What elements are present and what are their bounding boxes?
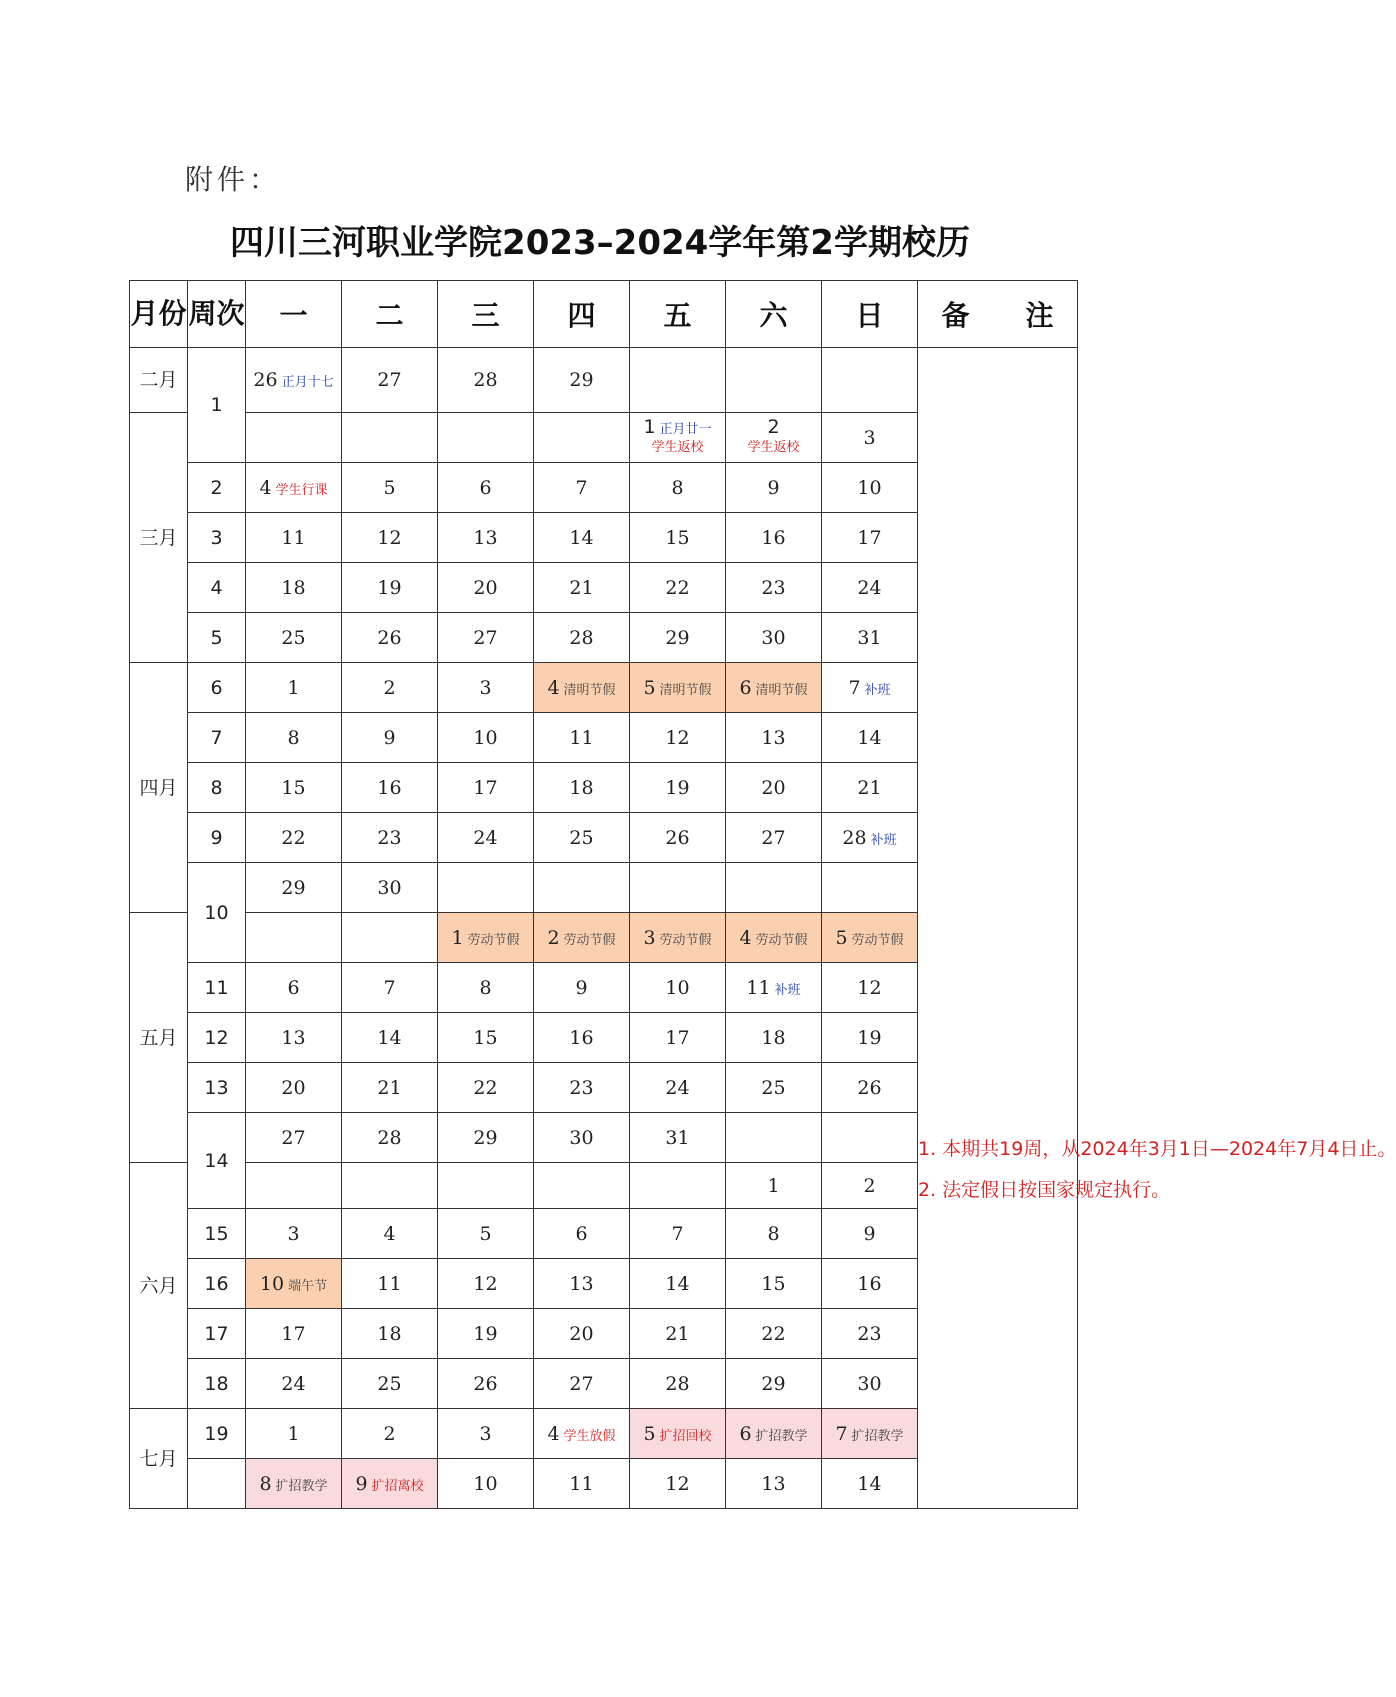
day-cell: 17 <box>246 1309 342 1359</box>
day-cell: 17 <box>438 763 534 813</box>
day-cell <box>630 413 726 463</box>
week-cell: 5 <box>188 613 246 663</box>
week-cell: 8 <box>188 763 246 813</box>
day-cell <box>630 863 726 913</box>
day-note: 学生返校 <box>747 440 800 455</box>
day-note: 劳动节假 <box>755 932 808 948</box>
day-number: 8 <box>259 1472 272 1495</box>
day-note: 劳动节假 <box>563 932 616 948</box>
day-cell: 24 <box>630 1063 726 1113</box>
day-cell: 11 <box>342 1259 438 1309</box>
day-cell: 27 <box>246 1113 342 1163</box>
day-number: 3 <box>643 926 656 949</box>
day-cell: 24 <box>438 813 534 863</box>
day-cell: 14 <box>822 713 918 763</box>
header-remarks: 备 注 <box>918 281 1078 348</box>
day-number: 5 <box>835 926 848 949</box>
day-cell: 12 <box>438 1259 534 1309</box>
day-note: 扩招离校 <box>371 1478 424 1494</box>
day-cell <box>630 1409 726 1459</box>
week-cell: 13 <box>188 1063 246 1113</box>
week-cell: 4 <box>188 563 246 613</box>
day-cell: 19 <box>342 563 438 613</box>
day-cell: 27 <box>342 348 438 413</box>
day-cell: 13 <box>438 513 534 563</box>
day-cell <box>630 348 726 413</box>
day-cell: 18 <box>342 1309 438 1359</box>
day-cell: 30 <box>534 1113 630 1163</box>
day-cell: 6 <box>246 963 342 1013</box>
day-cell: 13 <box>726 713 822 763</box>
day-cell: 26 <box>438 1359 534 1409</box>
header-day: 六 <box>726 281 822 348</box>
day-cell: 11 <box>534 1459 630 1509</box>
day-cell <box>438 1163 534 1209</box>
day-cell <box>630 663 726 713</box>
day-cell: 21 <box>822 763 918 813</box>
header-day: 日 <box>822 281 918 348</box>
day-cell: 3 <box>438 663 534 713</box>
day-cell: 5 <box>342 463 438 513</box>
day-cell: 8 <box>246 713 342 763</box>
day-cell <box>726 1113 822 1163</box>
day-cell: 12 <box>630 713 726 763</box>
day-cell: 9 <box>822 1209 918 1259</box>
day-cell: 25 <box>534 813 630 863</box>
week-cell: 6 <box>188 663 246 713</box>
day-cell: 28 <box>438 348 534 413</box>
month-cell: 三月 <box>130 413 188 663</box>
day-cell: 8 <box>726 1209 822 1259</box>
day-cell: 23 <box>726 563 822 613</box>
day-cell: 2 <box>822 1163 918 1209</box>
day-cell: 14 <box>630 1259 726 1309</box>
day-cell <box>438 413 534 463</box>
day-cell: 25 <box>726 1063 822 1113</box>
day-cell: 17 <box>630 1013 726 1063</box>
day-cell <box>726 413 822 463</box>
day-cell: 19 <box>822 1013 918 1063</box>
day-cell: 22 <box>630 563 726 613</box>
day-cell: 25 <box>246 613 342 663</box>
day-cell <box>534 913 630 963</box>
week-cell: 9 <box>188 813 246 863</box>
day-note: 清明节假 <box>659 682 712 698</box>
day-cell: 10 <box>822 463 918 513</box>
day-cell: 9 <box>534 963 630 1013</box>
day-cell: 1 <box>726 1163 822 1209</box>
week-cell: 12 <box>188 1013 246 1063</box>
day-cell: 21 <box>342 1063 438 1113</box>
day-number: 7 <box>835 1422 848 1445</box>
day-cell: 23 <box>534 1063 630 1113</box>
day-note: 扩招回校 <box>659 1428 712 1444</box>
day-cell <box>246 413 342 463</box>
day-cell: 21 <box>534 563 630 613</box>
header-month: 月份 <box>130 281 188 348</box>
remark-item: 1. 本期共19周，从2024年3月1日—2024年7月4日止。 <box>918 1138 1396 1160</box>
day-cell: 3 <box>438 1409 534 1459</box>
day-cell <box>342 913 438 963</box>
day-cell: 21 <box>630 1309 726 1359</box>
day-note: 清明节假 <box>563 682 616 698</box>
day-cell: 24 <box>246 1359 342 1409</box>
day-cell <box>246 1459 342 1509</box>
day-cell: 17 <box>822 513 918 563</box>
remark-item: 2. 法定假日按国家规定执行。 <box>918 1179 1171 1201</box>
week-cell: 14 <box>188 1113 246 1209</box>
day-note: 补班 <box>864 682 891 698</box>
day-number: 7 <box>848 676 861 699</box>
day-cell: 18 <box>246 563 342 613</box>
day-cell <box>726 1409 822 1459</box>
day-cell: 23 <box>822 1309 918 1359</box>
day-cell: 20 <box>438 563 534 613</box>
day-cell <box>342 1163 438 1209</box>
day-cell <box>726 348 822 413</box>
day-note: 补班 <box>774 982 801 998</box>
school-calendar-table <box>129 280 1396 1509</box>
day-cell: 14 <box>534 513 630 563</box>
day-note: 正月廿一 <box>659 422 712 437</box>
day-number: 28 <box>842 826 867 849</box>
header-week: 周次 <box>188 281 246 348</box>
day-cell: 7 <box>342 963 438 1013</box>
day-cell <box>630 1163 726 1209</box>
day-number: 4 <box>547 1422 560 1445</box>
day-cell: 11 <box>534 713 630 763</box>
day-cell <box>822 663 918 713</box>
day-cell <box>726 663 822 713</box>
week-cell: 10 <box>188 863 246 963</box>
day-cell <box>534 413 630 463</box>
day-cell: 26 <box>630 813 726 863</box>
day-cell: 30 <box>822 1359 918 1409</box>
day-cell: 2 <box>342 663 438 713</box>
day-cell: 30 <box>342 863 438 913</box>
day-cell <box>726 863 822 913</box>
day-cell <box>438 863 534 913</box>
day-note: 扩招教学 <box>851 1428 904 1444</box>
day-cell <box>822 863 918 913</box>
header-day: 三 <box>438 281 534 348</box>
day-cell: 12 <box>822 963 918 1013</box>
day-cell: 16 <box>534 1013 630 1063</box>
day-cell: 3 <box>246 1209 342 1259</box>
day-cell: 28 <box>342 1113 438 1163</box>
week-cell: 7 <box>188 713 246 763</box>
day-cell: 22 <box>438 1063 534 1113</box>
header-day: 四 <box>534 281 630 348</box>
day-cell: 16 <box>726 513 822 563</box>
day-cell <box>342 1459 438 1509</box>
day-cell: 8 <box>438 963 534 1013</box>
day-cell: 12 <box>342 513 438 563</box>
table-row <box>130 348 1078 413</box>
day-number: 6 <box>739 1422 752 1445</box>
day-cell: 25 <box>342 1359 438 1409</box>
day-cell: 23 <box>342 813 438 863</box>
week-cell: 11 <box>188 963 246 1013</box>
day-cell: 1 <box>246 663 342 713</box>
day-number: 1 <box>451 926 464 949</box>
day-cell <box>246 1163 342 1209</box>
day-number: 6 <box>739 676 752 699</box>
day-note: 扩招教学 <box>275 1478 328 1494</box>
day-cell: 4 <box>342 1209 438 1259</box>
day-cell: 3 <box>822 413 918 463</box>
week-cell: 2 <box>188 463 246 513</box>
day-note: 劳动节假 <box>659 932 712 948</box>
day-cell: 13 <box>246 1013 342 1063</box>
month-cell: 四月 <box>130 663 188 913</box>
day-cell: 31 <box>630 1113 726 1163</box>
day-note: 学生返校 <box>651 440 704 455</box>
day-cell: 16 <box>822 1259 918 1309</box>
header-row <box>130 281 1078 348</box>
day-cell: 15 <box>726 1259 822 1309</box>
day-cell: 5 <box>438 1209 534 1259</box>
day-cell: 29 <box>438 1113 534 1163</box>
day-cell: 8 <box>630 463 726 513</box>
day-cell: 18 <box>534 763 630 813</box>
day-note: 学生行课 <box>275 482 328 498</box>
day-number: 5 <box>643 1422 656 1445</box>
day-cell <box>438 913 534 963</box>
day-cell <box>342 413 438 463</box>
day-cell: 19 <box>630 763 726 813</box>
day-cell: 20 <box>726 763 822 813</box>
day-cell: 6 <box>438 463 534 513</box>
day-note: 清明节假 <box>755 682 808 698</box>
day-cell: 14 <box>342 1013 438 1063</box>
day-number: 1 <box>643 416 656 438</box>
day-number: 2 <box>767 416 780 438</box>
day-note: 劳动节假 <box>467 932 520 948</box>
day-number: 4 <box>547 676 560 699</box>
day-cell <box>246 1259 342 1309</box>
day-note: 扩招教学 <box>755 1428 808 1444</box>
day-cell <box>246 913 342 963</box>
page-title: 四川三河职业学院2023–2024学年第2学期校历 <box>230 223 970 263</box>
day-cell: 27 <box>438 613 534 663</box>
day-cell <box>246 348 342 413</box>
month-cell: 二月 <box>130 348 188 413</box>
day-number: 11 <box>746 976 771 999</box>
header-day: 一 <box>246 281 342 348</box>
day-cell <box>822 1113 918 1163</box>
day-cell: 27 <box>534 1359 630 1409</box>
day-cell: 10 <box>630 963 726 1013</box>
day-cell: 9 <box>342 713 438 763</box>
month-cell: 七月 <box>130 1409 188 1509</box>
day-cell: 13 <box>534 1259 630 1309</box>
day-number: 4 <box>739 926 752 949</box>
day-cell <box>630 913 726 963</box>
day-cell: 15 <box>438 1013 534 1063</box>
day-cell: 20 <box>534 1309 630 1359</box>
week-cell: 15 <box>188 1209 246 1259</box>
day-number: 2 <box>547 926 560 949</box>
week-cell: 19 <box>188 1409 246 1459</box>
week-cell: 18 <box>188 1359 246 1409</box>
day-cell: 12 <box>630 1459 726 1509</box>
day-cell: 22 <box>246 813 342 863</box>
day-cell: 14 <box>822 1459 918 1509</box>
day-cell <box>246 463 342 513</box>
day-cell: 13 <box>726 1459 822 1509</box>
day-cell: 20 <box>246 1063 342 1113</box>
day-cell: 15 <box>246 763 342 813</box>
month-cell: 六月 <box>130 1163 188 1409</box>
day-cell: 7 <box>630 1209 726 1259</box>
day-cell: 30 <box>726 613 822 663</box>
week-cell: 17 <box>188 1309 246 1359</box>
day-cell: 29 <box>534 348 630 413</box>
day-cell: 29 <box>630 613 726 663</box>
day-cell: 26 <box>822 1063 918 1113</box>
week-cell: 3 <box>188 513 246 563</box>
day-cell: 29 <box>246 863 342 913</box>
attachment-label: 附件： <box>185 163 282 196</box>
day-cell: 6 <box>534 1209 630 1259</box>
day-number: 10 <box>259 1272 285 1295</box>
day-number: 4 <box>259 476 272 499</box>
day-cell: 1 <box>246 1409 342 1459</box>
day-cell: 15 <box>630 513 726 563</box>
day-cell: 27 <box>726 813 822 863</box>
day-cell <box>822 1409 918 1459</box>
day-cell: 10 <box>438 713 534 763</box>
day-cell <box>822 348 918 413</box>
day-note: 劳动节假 <box>851 932 904 948</box>
day-number: 9 <box>355 1472 368 1495</box>
header-day: 二 <box>342 281 438 348</box>
day-note: 补班 <box>870 832 897 848</box>
day-cell <box>534 863 630 913</box>
day-cell: 26 <box>342 613 438 663</box>
remarks-cell <box>918 348 1396 1509</box>
day-cell: 19 <box>438 1309 534 1359</box>
day-cell: 16 <box>342 763 438 813</box>
day-cell: 11 <box>246 513 342 563</box>
day-number: 26 <box>253 369 278 391</box>
day-cell <box>726 913 822 963</box>
header-day: 五 <box>630 281 726 348</box>
day-cell: 7 <box>534 463 630 513</box>
day-cell <box>822 813 918 863</box>
day-cell: 29 <box>726 1359 822 1409</box>
day-cell: 22 <box>726 1309 822 1359</box>
day-cell: 28 <box>630 1359 726 1409</box>
day-cell: 10 <box>438 1459 534 1509</box>
day-note: 端午节 <box>288 1278 328 1294</box>
day-cell: 28 <box>534 613 630 663</box>
day-cell <box>822 913 918 963</box>
day-note: 正月十七 <box>281 375 334 390</box>
week-cell: 1 <box>188 348 246 463</box>
day-cell: 31 <box>822 613 918 663</box>
day-cell: 18 <box>726 1013 822 1063</box>
day-note: 学生放假 <box>563 1428 616 1444</box>
week-cell <box>188 1459 246 1509</box>
day-cell <box>534 1163 630 1209</box>
day-number: 5 <box>643 676 656 699</box>
day-cell <box>726 963 822 1013</box>
week-cell: 16 <box>188 1259 246 1309</box>
day-cell: 24 <box>822 563 918 613</box>
day-cell <box>534 663 630 713</box>
day-cell <box>534 1409 630 1459</box>
day-cell: 2 <box>342 1409 438 1459</box>
day-cell: 9 <box>726 463 822 513</box>
month-cell: 五月 <box>130 913 188 1163</box>
